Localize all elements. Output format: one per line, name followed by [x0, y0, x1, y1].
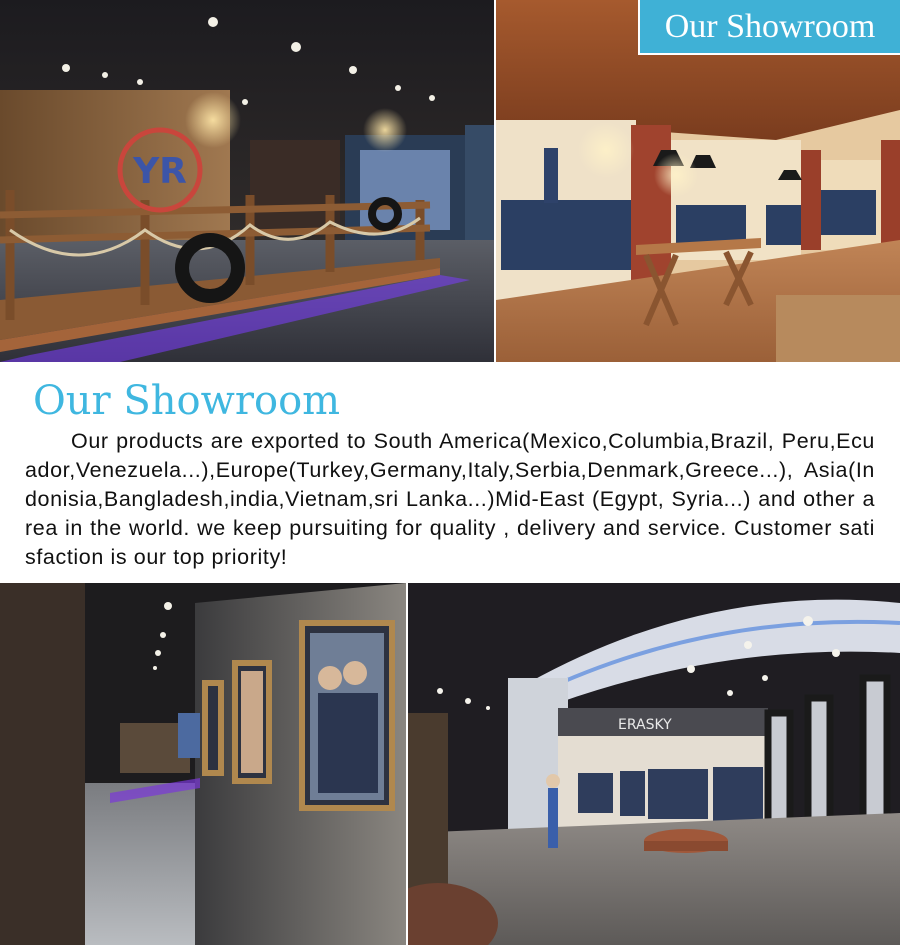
yr-logo-text: YR — [133, 151, 187, 192]
showroom-photo-gallery — [0, 583, 406, 945]
section-description: Our products are exported to South America(Mexico,Columbia,Brazil, Peru,Ecuador,Venezuela...),Europe(Turkey,Germany,Italy,Serbia,Denmark,Greece...), Asia(Indonisia,Bangladesh,india,Vietnam,sri Lanka...)Mid-East (Egypt, Syria...) and other area in the world. we keep pursuiting for quality , delivery and service. Customer satisfaction is our top priority! — [25, 429, 875, 569]
showroom-photo-store — [408, 583, 900, 945]
showroom-photo-stage — [0, 0, 494, 362]
section-heading: Our Showroom — [33, 378, 341, 424]
store-sign-text: ERASKY — [618, 717, 672, 733]
showroom-banner: Our Showroom — [638, 0, 900, 55]
